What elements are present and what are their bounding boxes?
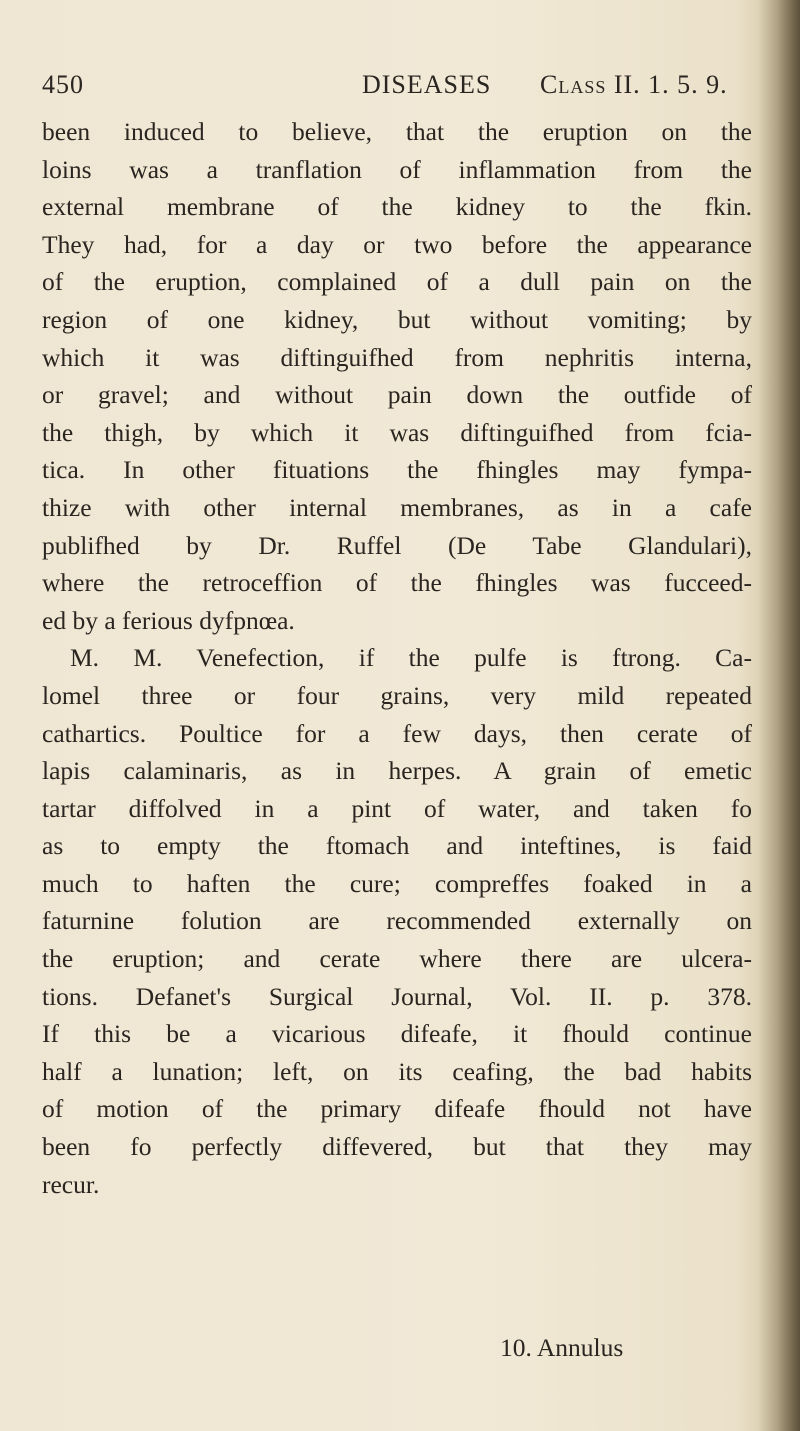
text-line: They had, for a day or two before the appearance [42, 229, 752, 259]
page-edge-shadow [758, 0, 800, 1431]
text-line: lapis calaminaris, as in herpes. A grain of emetic [42, 756, 752, 786]
running-header [42, 70, 762, 110]
text-line: lomel three or four grains, very mild repeated [42, 680, 752, 710]
text-line: M. M. Venefection, if the pulfe is ftrong. Ca- [70, 643, 752, 673]
running-title: DISEASES [362, 70, 492, 99]
text-line: loins was a tranflation of inflammation from the [42, 154, 752, 184]
text-line: of motion of the primary difeafe fhould not have [42, 1094, 752, 1124]
text-line: where the retroceffion of the fhingles was fucceed- [42, 568, 752, 598]
text-line: cathartics. Poultice for a few days, then cerate of [42, 718, 752, 748]
text-line: external membrane of the kidney to the fkin. [42, 192, 752, 222]
text-line: If this be a vicarious difeafe, it fhould continue [42, 1019, 752, 1049]
text-line: ed by a ferious dyfpnœa. [42, 605, 295, 635]
text-line: much to haften the cure; compreffes foaked in a [42, 868, 752, 898]
text-line: thize with other internal membranes, as in a cafe [42, 492, 752, 522]
body-text [42, 113, 752, 1203]
text-line: as to empty the ftomach and inteftines, is faid [42, 831, 752, 861]
catchword: 10. Annulus [500, 1333, 624, 1362]
text-line: region of one kidney, but without vomiting; by [42, 304, 752, 334]
text-line: tions. Defanet's Surgical Journal, Vol. II. p. 378. [42, 981, 752, 1011]
text-line: been fo perfectly diffevered, but that they may [42, 1132, 752, 1162]
text-line: the thigh, by which it was diftinguifhed from fcia- [42, 417, 752, 447]
text-line: tartar diffolved in a pint of water, and taken fo [42, 793, 752, 823]
class-reference: Class II. 1. 5. 9. [540, 70, 728, 99]
text-line: half a lunation; left, on its ceafing, the bad habits [42, 1056, 752, 1086]
text-line: faturnine folution are recommended externally on [42, 906, 752, 936]
page-number: 450 [42, 70, 84, 99]
text-line: been induced to believe, that the eruption on the [42, 117, 752, 146]
text-line: or gravel; and without pain down the outfide of [42, 380, 752, 410]
text-line: the eruption; and cerate where there are ulcera- [42, 944, 752, 974]
text-line: tica. In other fituations the fhingles may fympa- [42, 455, 752, 485]
text-line: which it was diftinguifhed from nephritis interna, [42, 342, 752, 372]
text-line: publifhed by Dr. Ruffel (De Tabe Glandulari), [42, 530, 752, 560]
text-line: recur. [42, 1169, 100, 1199]
text-line: of the eruption, complained of a dull pain on the [42, 267, 752, 297]
